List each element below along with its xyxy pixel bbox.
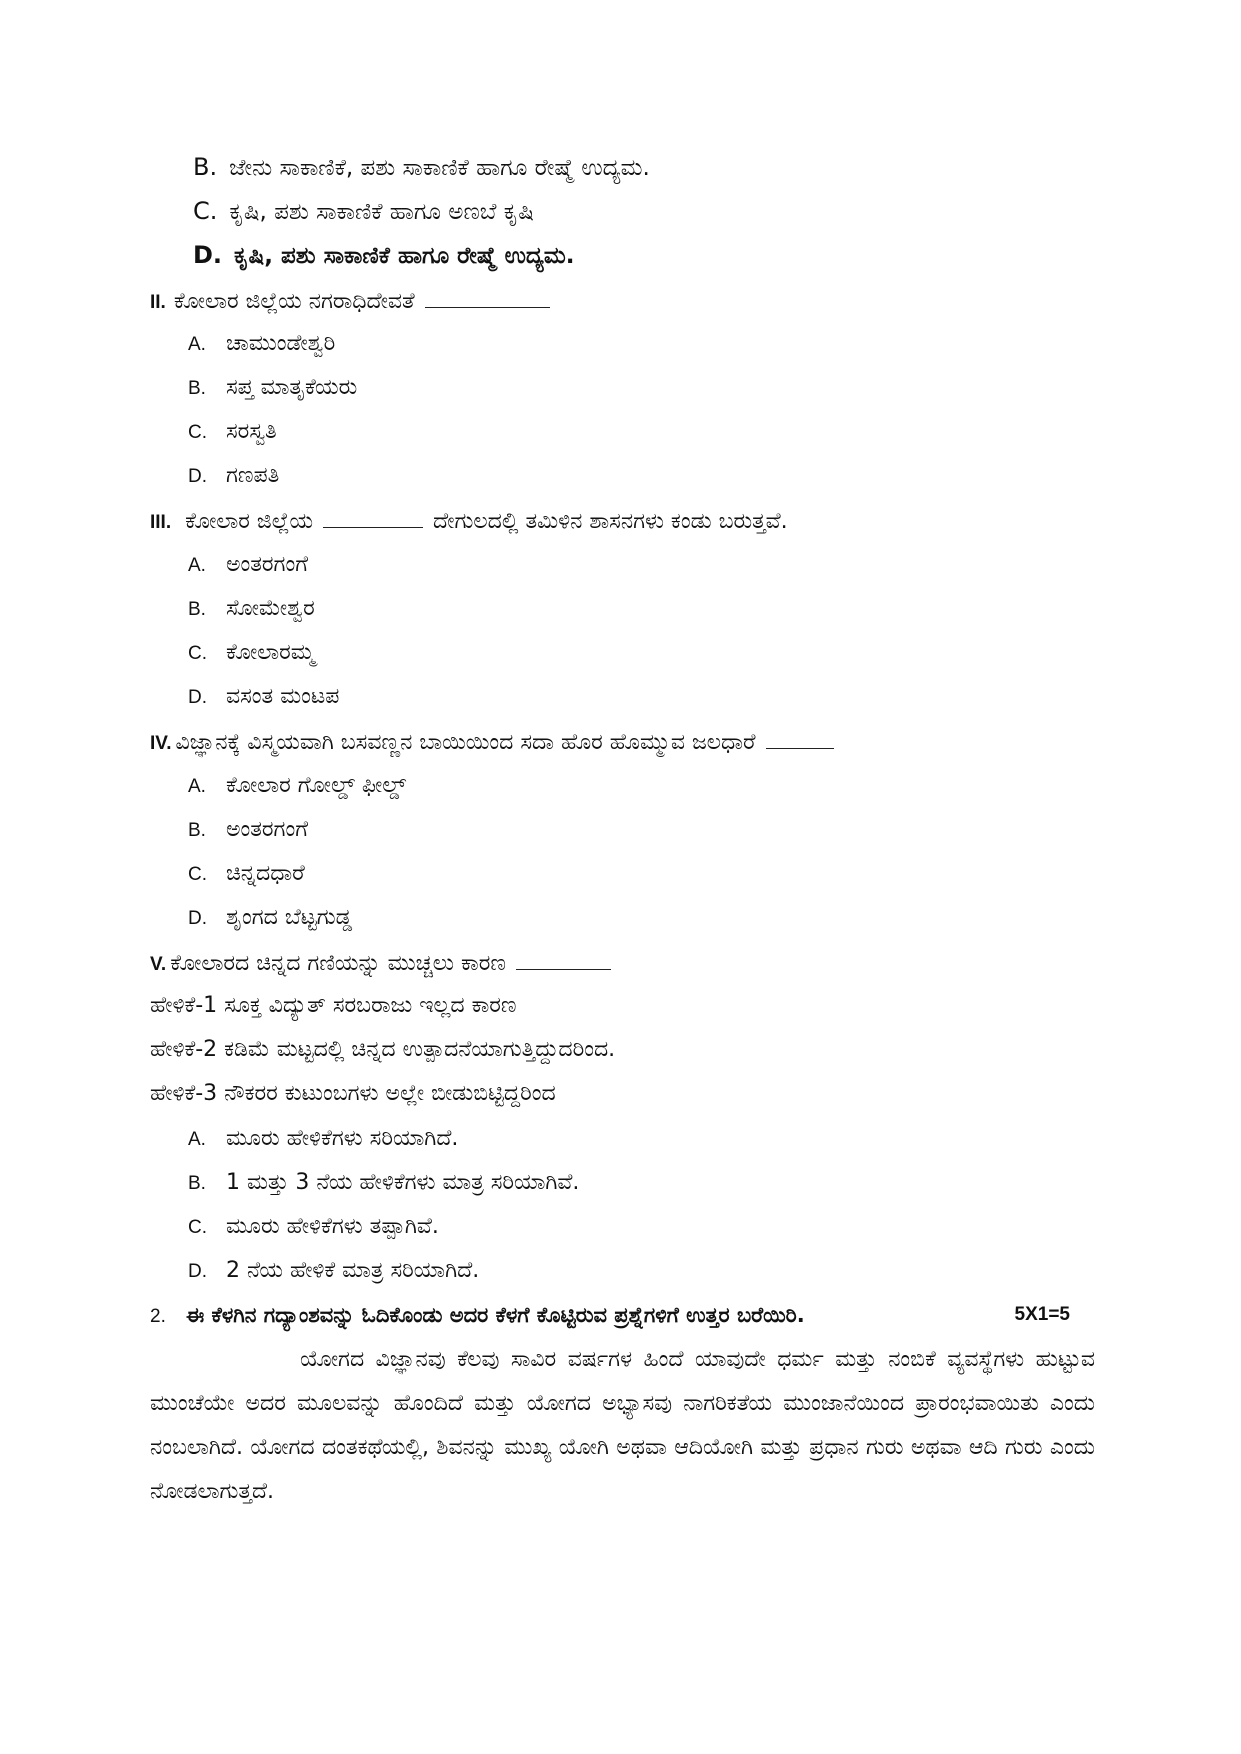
option-label: B. — [188, 1173, 206, 1194]
option-label: D. — [193, 241, 223, 269]
option-text: ಸಪ್ತ ಮಾತೃಕೆಯರು — [226, 375, 358, 400]
option-label: D. — [188, 687, 207, 708]
q5-option-d — [188, 1256, 479, 1287]
q2-option-a — [188, 329, 335, 360]
answer-blank — [516, 947, 611, 970]
option-label: C. — [193, 197, 218, 225]
question-text: ಕೋಲಾರದ ಚಿನ್ನದ ಗಣಿಯನ್ನು ಮುಚ್ಚಲು ಕಾರಣ — [170, 951, 506, 976]
statement-2: ಹೇಳಿಕೆ-2 ಕಡಿಮೆ ಮಟ್ಟದಲ್ಲಿ ಚಿನ್ನದ ಉತ್ಪಾದನೆಯಾಗುತ್ತಿದ್ದುದರಿಂದ. — [150, 1037, 616, 1062]
option-text: ಗಣಪತಿ — [226, 463, 280, 488]
question-text: ಕೋಲಾರ ಜಿಲ್ಲೆಯ ನಗರಾಧಿದೇವತೆ — [173, 289, 415, 314]
option-label: C. — [188, 643, 207, 664]
question-number: III. — [150, 512, 172, 533]
statement-1: ಹೇಳಿಕೆ-1 ಸೂಕ್ತ ವಿದ್ಯುತ್ ಸರಬರಾಜು ಇಲ್ಲದ ಕಾರಣ — [150, 993, 517, 1018]
option-label: D. — [188, 908, 207, 929]
q1-option-c — [193, 196, 534, 227]
option-label: B. — [193, 153, 218, 181]
option-text: 2 ನೆಯ ಹೇಳಿಕೆ ಮಾತ್ರ ಸರಿಯಾಗಿದೆ. — [226, 1258, 480, 1283]
option-text: ಕೋಲಾರ ಗೋಲ್ಡ್ ಫೀಲ್ಡ್ — [226, 773, 407, 798]
option-text: ಕೃಷಿ, ಪಶು ಸಾಕಾಣಿಕೆ ಹಾಗೂ ಅಣಬೆ ಕೃಷಿ — [229, 199, 534, 225]
option-label: B. — [188, 820, 206, 841]
question-number: II. — [150, 292, 166, 313]
q4-option-d — [188, 903, 352, 934]
q4-option-b — [188, 815, 308, 846]
option-label: C. — [188, 1217, 207, 1238]
section-2-heading — [150, 1300, 1070, 1332]
section-marks: 5X1=5 — [1014, 1304, 1070, 1325]
question-number: IV. — [150, 733, 172, 754]
option-text: ಅಂತರಗಂಗೆ — [226, 817, 308, 842]
q1-option-b — [193, 152, 650, 183]
statement-3: ಹೇಳಿಕೆ-3 ನೌಕರರ ಕುಟುಂಬಗಳು ಅಲ್ಲೇ ಬೀಡುಬಿಟ್ಟಿದ್ದರಿಂದ — [150, 1081, 556, 1106]
q5-option-c — [188, 1212, 439, 1243]
reading-passage — [150, 1338, 1095, 1514]
q3-option-c — [188, 638, 315, 669]
option-text: ಚಾಮುಂಡೇಶ್ವರಿ — [226, 331, 336, 356]
option-label: C. — [188, 422, 207, 443]
option-label: D. — [188, 1261, 207, 1282]
option-label: A. — [188, 555, 206, 576]
option-label: C. — [188, 864, 207, 885]
q3-option-b — [188, 594, 315, 625]
question-ii — [150, 285, 550, 318]
option-text: ವಸಂತ ಮಂಟಪ — [226, 684, 340, 709]
q1-option-d — [193, 240, 575, 271]
q3-option-a — [188, 550, 308, 581]
q2-option-d — [188, 461, 279, 492]
question-v — [150, 947, 611, 980]
option-text: ಜೇನು ಸಾಕಾಣಿಕೆ, ಪಶು ಸಾಕಾಣಿಕೆ ಹಾಗೂ ರೇಷ್ಮೆ ಉದ್ಯಮ. — [229, 155, 650, 181]
q2-option-b — [188, 373, 357, 404]
q5-option-b — [188, 1168, 579, 1199]
passage-text: ಯೋಗದ ವಿಜ್ಞಾನವು ಕೆಲವು ಸಾವಿರ ವರ್ಷಗಳ ಹಿಂದೆ ಯಾವುದೇ ಧರ್ಮ ಮತ್ತು ನಂಬಿಕೆ ವ್ಯವಸ್ಥೆಗಳು ಹುಟ್ಟುವ ಮುಂಚೆಯೇ ಅದರ ಮೂಲವನ್ನು ಹೊಂದಿದೆ ಮತ್ತು ಯೋಗದ ಅಭ್ಯಾಸವು ನಾಗರಿಕತೆಯ ಮುಂಜಾನೆಯಿಂದ ಪ್ರಾರಂಭವಾಯಿತು ಎಂದು ನಂಬಲಾಗಿದೆ. ಯೋಗದ ದಂತಕಥೆಯಲ್ಲಿ, ಶಿವನನ್ನು ಮುಖ್ಯ ಯೋಗಿ ಅಥವಾ ಆದಿಯೋಗಿ ಮತ್ತು ಪ್ರಧಾನ ಗುರು ಅಥವಾ ಆದಿ ಗುರು ಎಂದು ನೋಡಲಾಗುತ್ತದೆ. — [150, 1347, 1095, 1504]
answer-blank — [323, 505, 423, 528]
section-number: 2. — [150, 1306, 166, 1327]
option-text: ಶೃಂಗದ ಬೆಟ್ಟಗುಡ್ಡ — [226, 905, 353, 930]
q3-option-d — [188, 682, 339, 713]
option-label: A. — [188, 776, 206, 797]
question-iii — [150, 505, 788, 538]
question-iv — [150, 726, 834, 759]
option-label: B. — [188, 599, 206, 620]
option-text: ಸೋಮೇಶ್ವರ — [226, 596, 315, 621]
question-number: V. — [150, 954, 167, 975]
q5-option-a — [188, 1124, 458, 1155]
q4-option-c — [188, 859, 305, 890]
option-text: ಕೋಲಾರಮ್ಮ — [226, 640, 315, 665]
q4-option-a — [188, 771, 406, 802]
q2-option-c — [188, 417, 277, 448]
option-text: ಮೂರು ಹೇಳಿಕೆಗಳು ತಪ್ಪಾಗಿವೆ. — [226, 1214, 439, 1239]
option-label: A. — [188, 334, 206, 355]
option-text: ಸರಸ್ವತಿ — [226, 419, 277, 444]
option-label: A. — [188, 1129, 206, 1150]
answer-blank — [766, 726, 834, 749]
option-text: ಮೂರು ಹೇಳಿಕೆಗಳು ಸರಿಯಾಗಿದೆ. — [226, 1126, 459, 1151]
question-text-before: ಕೋಲಾರ ಜಿಲ್ಲೆಯ — [185, 509, 314, 534]
question-text-after: ದೇಗುಲದಲ್ಲಿ ತಮಿಳಿನ ಶಾಸನಗಳು ಕಂಡು ಬರುತ್ತವೆ. — [433, 509, 788, 534]
option-label: B. — [188, 378, 206, 399]
answer-blank — [425, 285, 550, 308]
option-text: ಚಿನ್ನದಧಾರೆ — [226, 861, 305, 886]
option-text: ಅಂತರಗಂಗೆ — [226, 552, 308, 577]
option-label: D. — [188, 466, 207, 487]
section-instruction: ಈ ಕೆಳಗಿನ ಗದ್ಯಾಂಶವನ್ನು ಓದಿಕೊಂಡು ಅದರ ಕೆಳಗೆ ಕೊಟ್ಟಿರುವ ಪ್ರಶ್ನೆಗಳಿಗೆ ಉತ್ತರ ಬರೆಯಿರಿ. — [186, 1303, 805, 1327]
option-text: ಕೃಷಿ, ಪಶು ಸಾಕಾಣಿಕೆ ಹಾಗೂ ರೇಷ್ಮೆ ಉದ್ಯಮ. — [234, 243, 575, 269]
option-text: 1 ಮತ್ತು 3 ನೆಯ ಹೇಳಿಕೆಗಳು ಮಾತ್ರ ಸರಿಯಾಗಿವೆ. — [226, 1170, 580, 1195]
question-text: ವಿಜ್ಞಾನಕ್ಕೆ ವಿಸ್ಮಯವಾಗಿ ಬಸವಣ್ಣನ ಬಾಯಿಯಿಂದ ಸದಾ ಹೊರ ಹೊಮ್ಮುವ ಜಲಧಾರೆ — [175, 730, 756, 755]
